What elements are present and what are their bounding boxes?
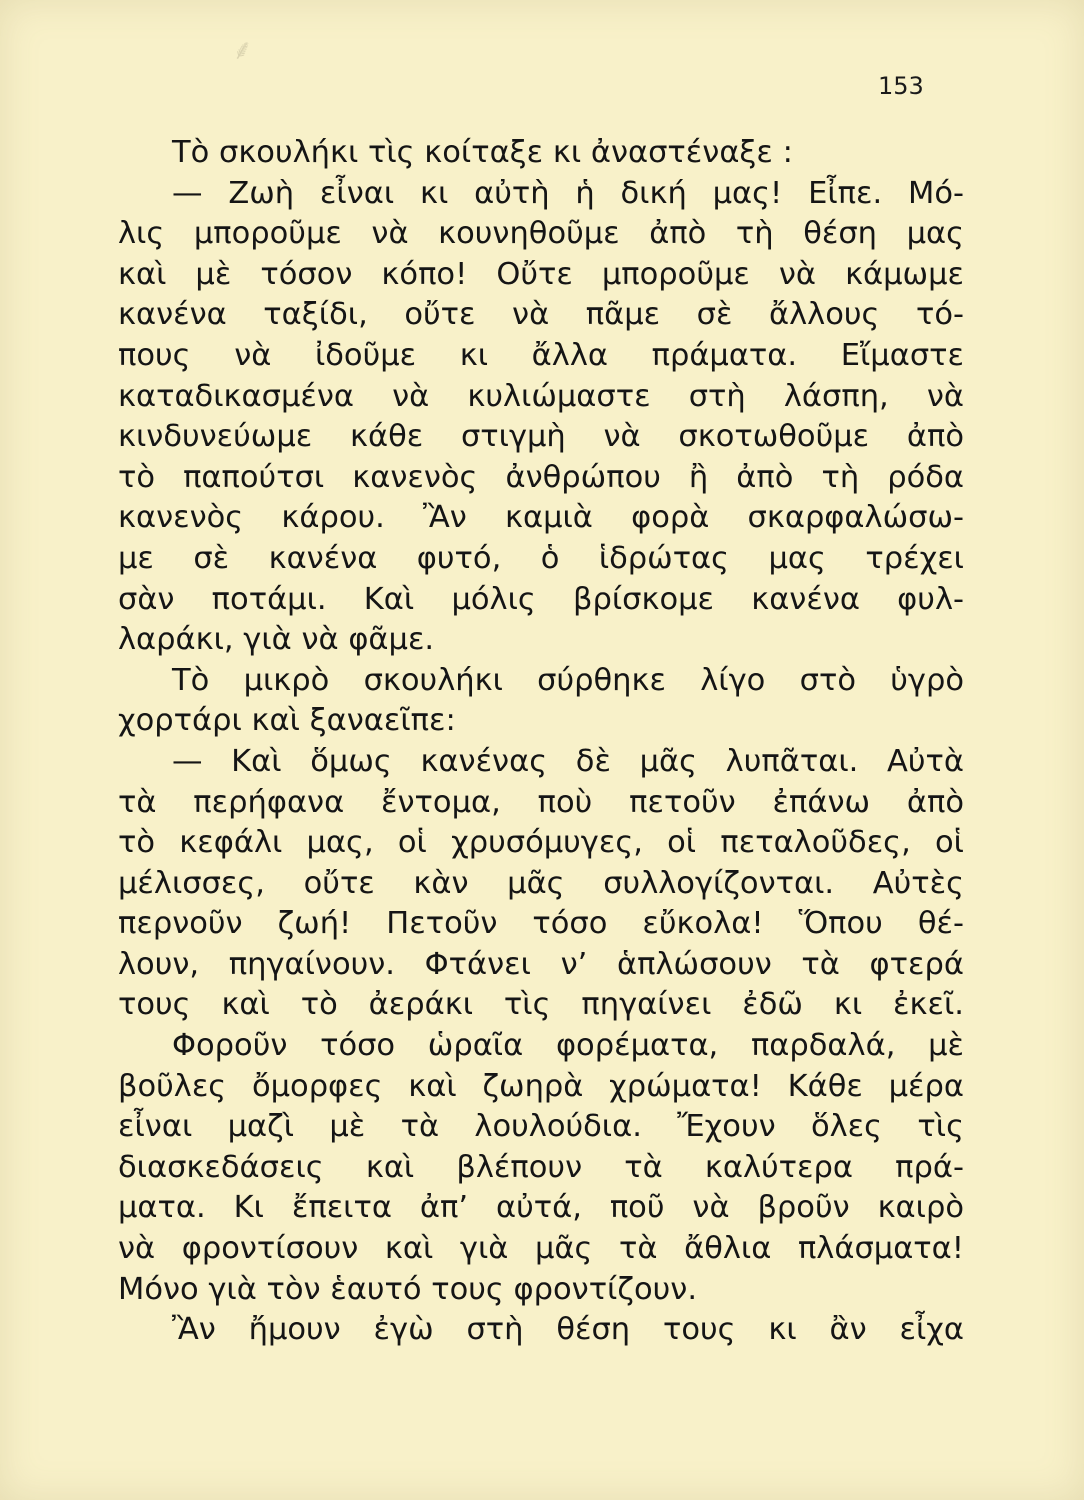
text-line: τὰ περήφανα ἔντομα, ποὺ πετοῦν ἐπάνω ἀπὸ	[118, 784, 964, 820]
page-number: 153	[878, 72, 924, 100]
text-line: λις μποροῦμε νὰ κουνηθοῦμε ἀπὸ τὴ θέση μας	[118, 216, 964, 252]
text-line: βοῦλες ὄμορφες καὶ ζωηρὰ χρώματα! Κάθε μέρα	[118, 1068, 964, 1104]
text-line: νὰ φροντίσουν καὶ γιὰ μᾶς τὰ ἄθλια πλάσματα!	[118, 1231, 964, 1267]
text-line: κανενὸς κάρου. Ἂν καμιὰ φορὰ σκαρφαλώσω-	[118, 500, 964, 536]
text-line: κανένα ταξίδι, οὔτε νὰ πᾶμε σὲ ἄλλους τό-	[118, 297, 964, 333]
text-line: μέλισσες, οὔτε κὰν μᾶς συλλογίζονται. Αὐτὲς	[118, 865, 964, 901]
text-line: Μόνο γιὰ τὸν ἑαυτό τους φροντίζουν.	[118, 1271, 698, 1307]
text-line: με σὲ κανένα φυτό, ὁ ἱδρώτας μας τρέχει	[118, 540, 964, 576]
text-line: περνοῦν ζωή! Πετοῦν τόσο εὔκολα! Ὅπου θέ-	[118, 906, 964, 942]
text-line: Τὸ μικρὸ σκουλήκι σύρθηκε λίγο στὸ ὑγρὸ	[172, 662, 964, 698]
text-line: καὶ μὲ τόσον κόπο! Οὔτε μποροῦμε νὰ κάμωμε	[118, 256, 964, 292]
text-line: πους νὰ ἰδοῦμε κι ἄλλα πράματα. Εἴμαστε	[118, 337, 964, 373]
text-line: τὸ κεφάλι μας, οἱ χρυσόμυγες, οἱ πεταλοῦδες, οἱ	[118, 825, 964, 861]
text-line: ματα. Κι ἔπειτα ἀπ’ αὐτά, ποῦ νὰ βροῦν καιρὸ	[118, 1190, 964, 1226]
text-line: λαράκι, γιὰ νὰ φᾶμε.	[118, 622, 435, 658]
text-line: — Καὶ ὅμως κανένας δὲ μᾶς λυπᾶται. Αὐτὰ	[172, 743, 964, 779]
text-line: τους καὶ τὸ ἀεράκι τὶς πηγαίνει ἐδῶ κι ἐκεῖ.	[118, 987, 964, 1023]
text-line: — Ζωὴ εἶναι κι αὐτὴ ἡ δική μας! Εἶπε. Μό-	[172, 175, 964, 211]
text-line: κινδυνεύωμε κάθε στιγμὴ νὰ σκοτωθοῦμε ἀπὸ	[118, 419, 964, 455]
text-line: Φοροῦν τόσο ὡραῖα φορέματα, παρδαλά, μὲ	[172, 1028, 964, 1064]
text-line: σὰν ποτάμι. Καὶ μόλις βρίσκομε κανένα φυλ-	[118, 581, 964, 617]
text-line: Ἂν ἤμουν ἐγὼ στὴ θέση τους κι ἂν εἶχα	[172, 1312, 964, 1348]
text-line: εἶναι μαζὶ μὲ τὰ λουλούδια. Ἔχουν ὅλες τὶς	[118, 1109, 964, 1145]
text-line: καταδικασμένα νὰ κυλιώμαστε στὴ λάσπη, νὰ	[118, 378, 964, 414]
page-text	[118, 133, 964, 1351]
text-line: χορτάρι καὶ ξαναεῖπε:	[118, 703, 456, 739]
text-line: διασκεδάσεις καὶ βλέπουν τὰ καλύτερα πρά-	[118, 1149, 964, 1185]
corner-stain: ⸙	[232, 33, 254, 66]
text-line: Τὸ σκουλήκι τὶς κοίταξε κι ἀναστέναξε :	[172, 135, 793, 170]
text-line: λουν, πηγαίνουν. Φτάνει ν’ ἁπλώσουν τὰ φτερά	[118, 946, 964, 982]
text-line: τὸ παπούτσι κανενὸς ἀνθρώπου ἢ ἀπὸ τὴ ρόδα	[118, 459, 964, 495]
